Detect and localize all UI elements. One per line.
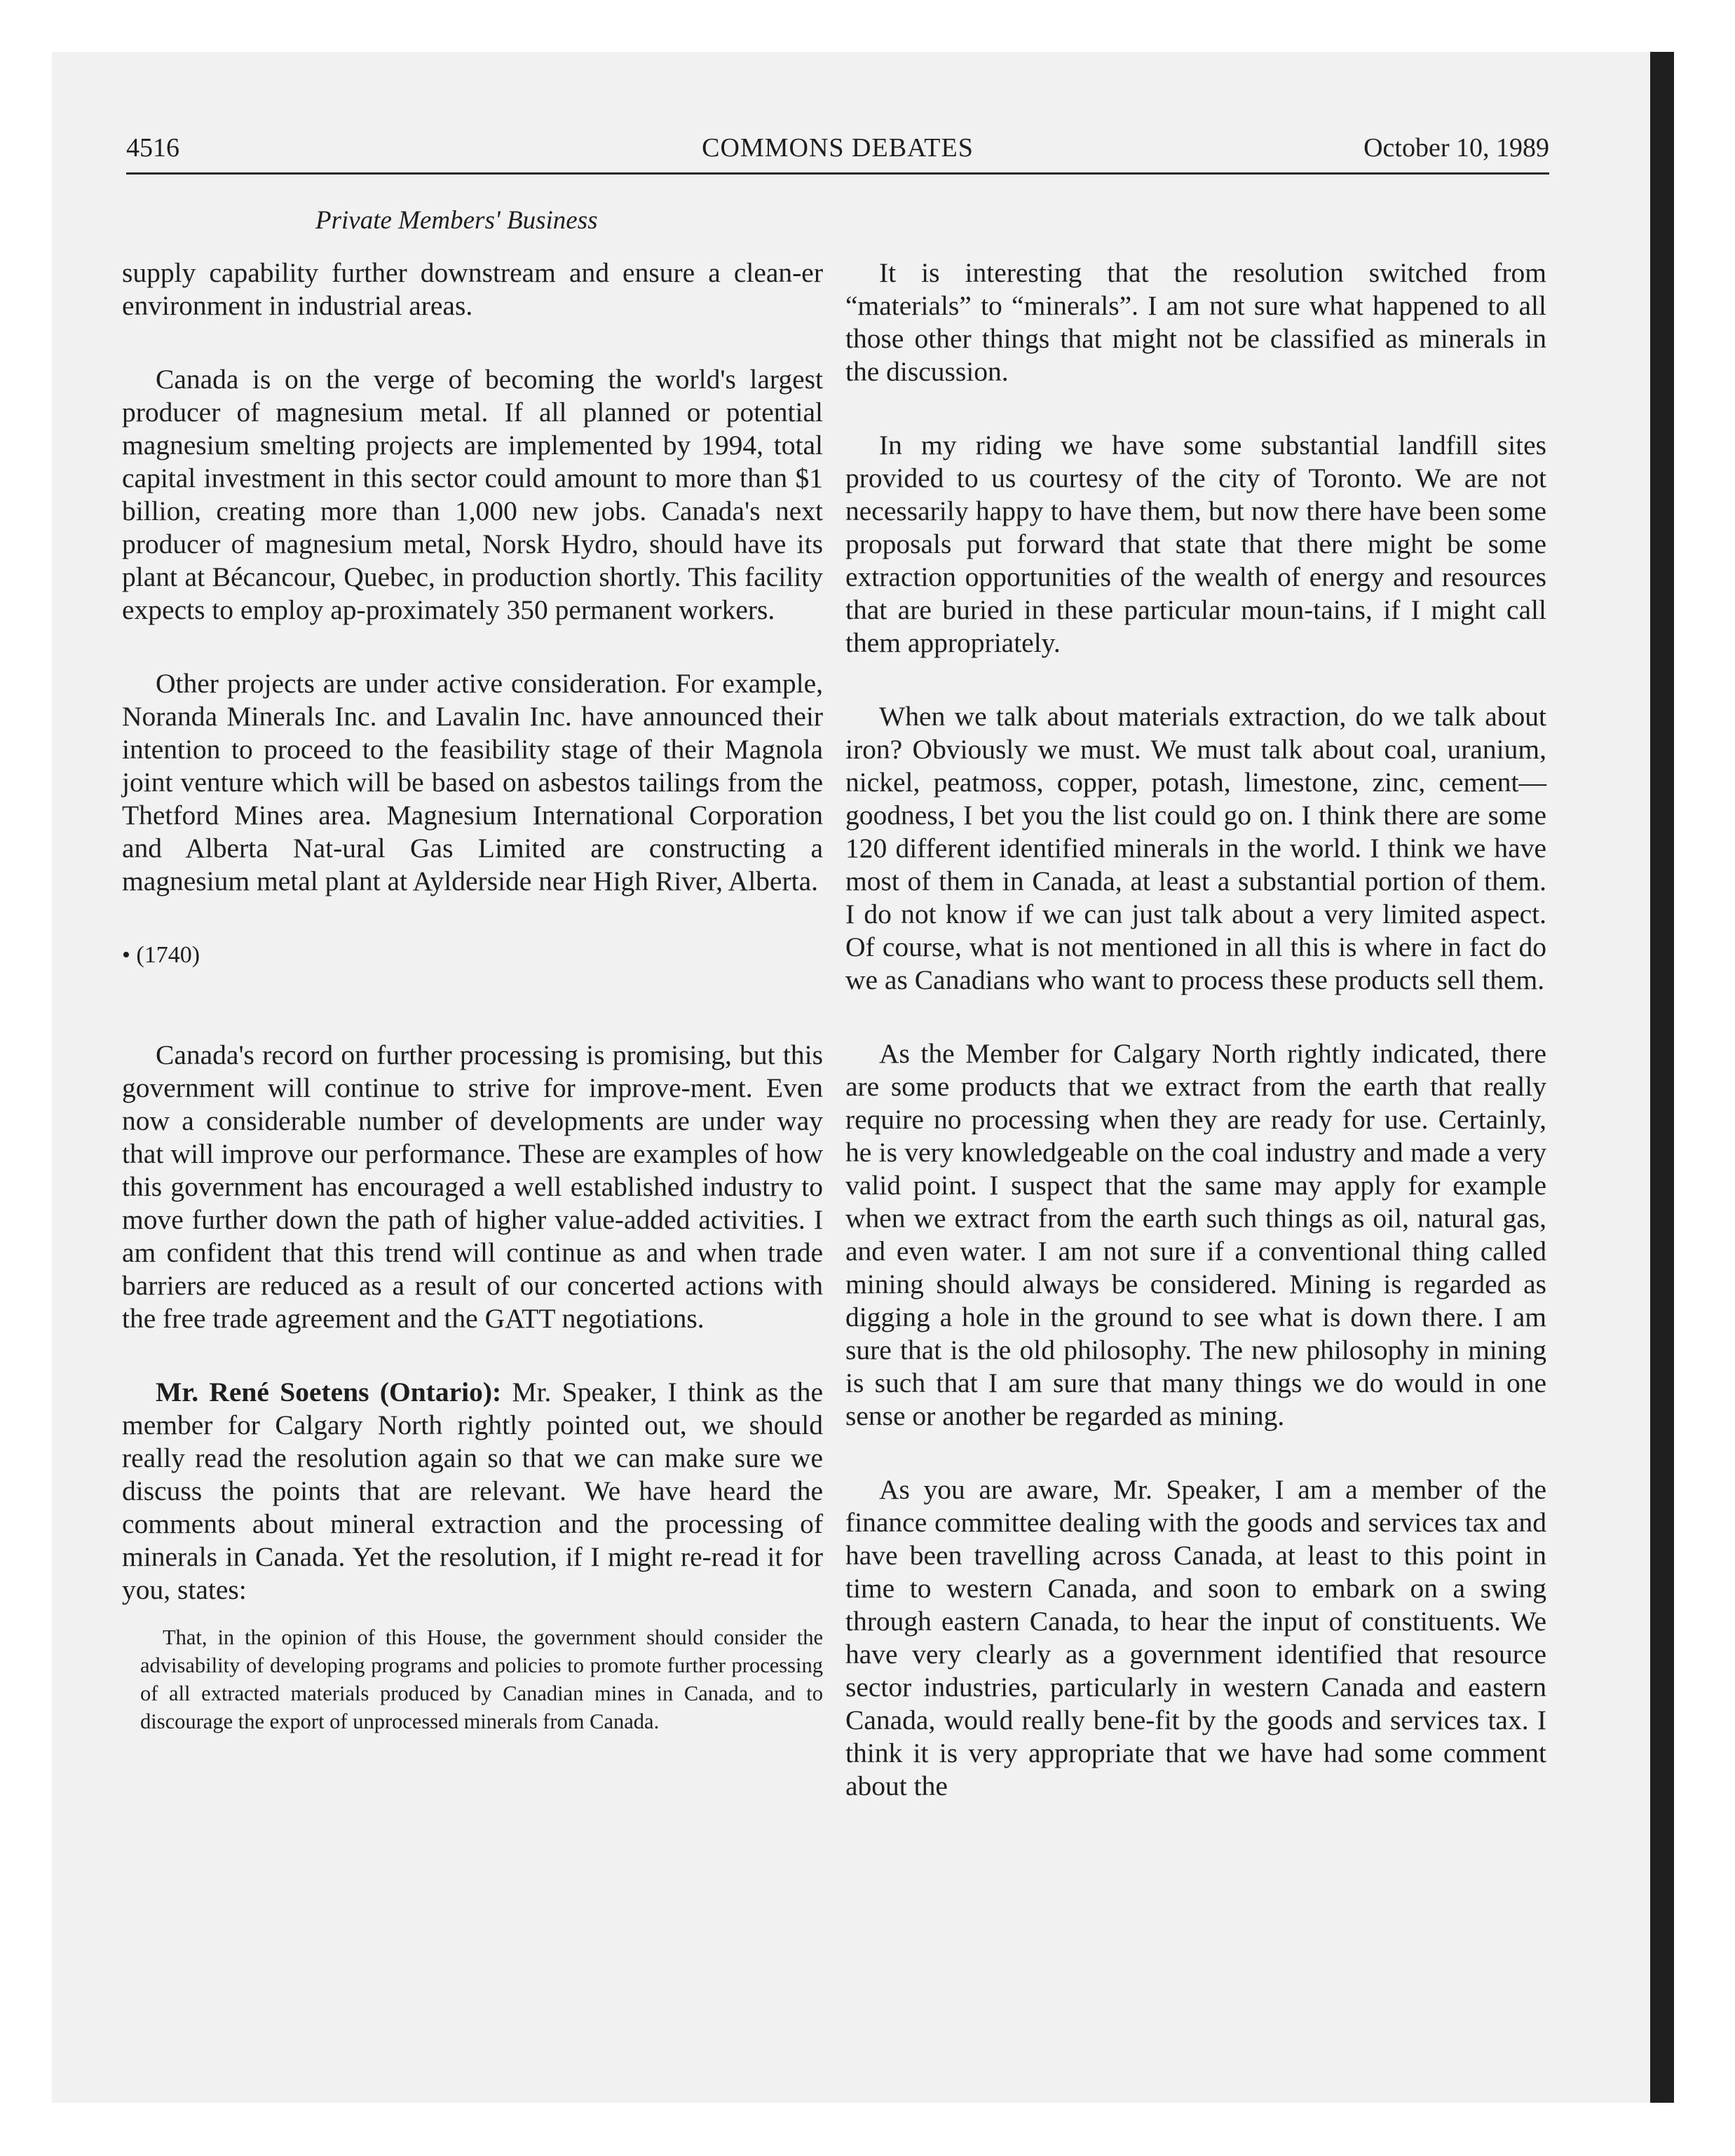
paragraph: As the Member for Calgary North rightly indicated, there are some products that we extract from the earth that really require no processing when they are ready for use. Certainly, he is very knowledgeable on the coal industry and made a very valid point. I suspect that the same may apply for example when we extract from the earth such things as oil, natural gas, and even water. I am not sure if a conventional thing called mining should always be considered. Mining is regarded as digging a hole in the ground to see what is down there. I am sure that is the old philosophy. The new philosophy in mining is such that I am sure that many things we do would in one sense or another be regarded as mining. <box>845 1038 1546 1431</box>
running-header <box>126 130 1549 175</box>
right-column <box>845 257 1546 1803</box>
speech-paragraph <box>122 1376 823 1606</box>
timestamp: • (1740) <box>122 942 200 968</box>
section-label: Private Members' Business <box>315 206 598 235</box>
speaker-name: Mr. René Soetens (Ontario): <box>156 1377 502 1407</box>
paragraph: Other projects are under active consideration. For example, Noranda Minerals Inc. and Lavalin Inc. have announced their intention to proceed to the feasibility stage of their Magnola joint venture which will be based on asbestos tailings from the Thetford Mines area. Magnesium International Corporation and Alberta Nat-ural Gas Limited are constructing a magnesium metal plant at Aylderside near High River, Alberta. <box>122 668 823 896</box>
paragraph: Canada is on the verge of becoming the world's largest producer of magnesium metal. If all planned or potential magnesium smelting projects are implemented by 1994, total capital investment in this sector could amount to more than $1 billion, creating more than 1,000 new jobs. Canada's next producer of magnesium metal, Norsk Hydro, should have its plant at Bécancour, Quebec, in production shortly. This facility expects to employ ap-proximately 350 permanent workers. <box>122 364 823 625</box>
scan-edge-shadow <box>1650 52 1674 2103</box>
paragraph: Canada's record on further processing is promising, but this government will continue to strive for improve-ment. Even now a considerable number of developments are under way that will improve our performance. These are examples of how this government has encouraged a well established industry to move further down the path of higher value-added activities. I am confident that this trend will continue as and when trade barriers are reduced as a result of our concerted actions with the free trade agreement and the GATT negotiations. <box>122 1039 823 1334</box>
paragraph: In my riding we have some substantial landfill sites provided to us courtesy of the city of Toronto. We are not necessarily happy to have them, but now there have been some proposals put forward that state that there might be some extraction opportunities of the wealth of energy and resources that are buried in these particular moun-tains, if I might call them appropriately. <box>845 430 1546 658</box>
header-date: October 10, 1989 <box>1363 133 1549 163</box>
paragraph: supply capability further downstream and ensure a clean-er environment in industrial areas. <box>122 257 823 321</box>
page-number: 4516 <box>126 133 179 163</box>
paragraph: It is interesting that the resolution switched from “materials” to “minerals”. I am not sure what happened to all those other things that might not be classified as minerals in the discussion. <box>845 257 1546 387</box>
paragraph: When we talk about materials extraction, do we talk about iron? Obviously we must. We must talk about coal, uranium, nickel, peatmoss, copper, potash, limestone, zinc, cement—goodness, I bet you the list could go on. I think there are some 120 different identified minerals in the world. I think we have most of them in Canada, at least a substantial portion of them. I do not know if we can just talk about a very limited aspect. Of course, what is not mentioned in all this is where in fact do we as Canadians who want to process these products sell them. <box>845 701 1546 995</box>
paragraph: As you are aware, Mr. Speaker, I am a member of the finance committee dealing with the goods and services tax and have been travelling across Canada, at least to this point in time to western Canada, and soon to embark on a swing through eastern Canada, to hear the input of constituents. We have very clearly as a government identified that resource sector industries, particularly in western Canada and eastern Canada, would really bene-fit by the goods and services tax. I think it is very appropriate that we have had some comment about the <box>845 1474 1546 1801</box>
left-column <box>122 257 823 1735</box>
speech-text: Mr. Speaker, I think as the member for Calgary North rightly pointed out, we should really read the resolution again so that we can make sure we discuss the points that are relevant. We have heard the comments about mineral extraction and the processing of minerals in Canada. Yet the resolution, if I might re-read it for you, states: <box>122 1377 823 1605</box>
publication-title: COMMONS DEBATES <box>702 133 974 163</box>
resolution-quote: That, in the opinion of this House, the government should consider the advisability of developing programs and policies to promote further processing of all extracted materials produced by Canadian mines in Canada, and to discourage the export of unprocessed minerals from Canada. <box>140 1625 823 1733</box>
